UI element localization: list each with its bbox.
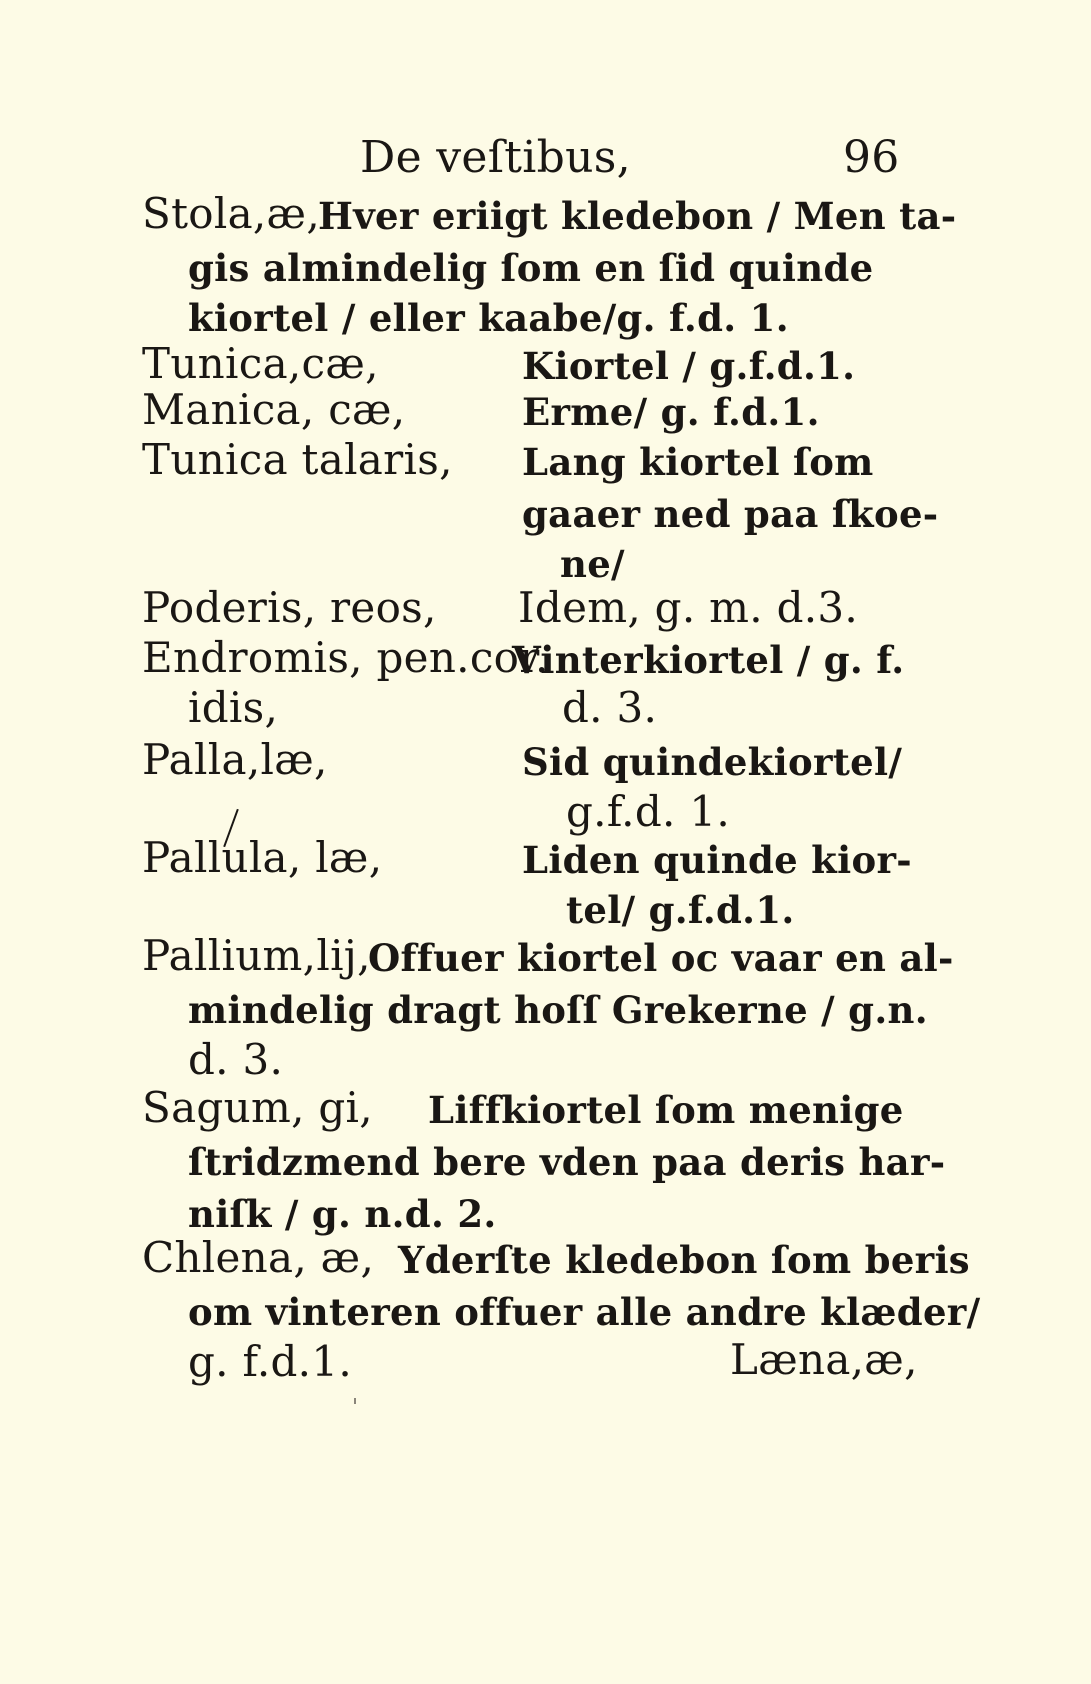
entry-palla-danish-2: g.f.d. 1. <box>566 787 730 836</box>
entry-pallula-danish-1: Liden quinde kior- <box>522 838 912 882</box>
entry-pallium-latin: Pallium,lij, <box>142 931 371 980</box>
entry-talaris-danish-3: ne/ <box>560 542 625 586</box>
entry-pallium-danish-3: d. 3. <box>188 1035 284 1084</box>
entry-stola-danish: Hver eriigt kledebon / Men ta- <box>318 194 957 238</box>
entry-endromis-danish-2: d. 3. <box>562 683 658 732</box>
entry-palla-danish-1: Sid quindekiortel/ <box>522 740 903 784</box>
catchword: Læna,æ, <box>730 1335 918 1384</box>
entry-talaris-latin: Tunica talaris, <box>142 435 453 484</box>
paper-speck <box>354 1398 356 1404</box>
entry-pallula-danish-2: tel/ g.f.d.1. <box>566 888 795 932</box>
entry-manica-danish: Erme/ g. f.d.1. <box>522 390 820 434</box>
entry-endromis-latin-2: idis, <box>188 683 279 732</box>
entry-stola-danish-2: gis almindelig ſom en ſid quinde <box>188 246 874 290</box>
entry-manica-latin: Manica, cæ, <box>142 385 406 434</box>
entry-sagum-danish-3: niſk / g. n.d. 2. <box>188 1192 497 1236</box>
entry-pallula-latin: Pallula, læ, <box>142 833 383 882</box>
entry-sagum-latin: Sagum, gi, <box>142 1083 373 1132</box>
entry-talaris-danish-1: Lang kiortel ſom <box>522 440 874 484</box>
entry-stola-latin: Stola,æ, <box>142 189 320 238</box>
entry-poderis-danish: Idem, g. m. d.3. <box>518 583 859 632</box>
entry-sagum-danish-1: Liffkiortel ſom menige <box>428 1088 904 1132</box>
entry-poderis-latin: Poderis, reos, <box>142 583 437 632</box>
running-header: De veſtibus, <box>360 132 631 183</box>
entry-pallium-danish-2: mindelig dragt hoſſ Grekerne / g.n. <box>188 988 928 1032</box>
entry-talaris-danish-2: gaaer ned paa ſkoe- <box>522 492 939 536</box>
entry-palla-latin: Palla,læ, <box>142 735 328 784</box>
page-number: 96 <box>843 132 900 183</box>
entry-sagum-danish-2: ſtridzmend bere vden paa deris har- <box>188 1140 946 1184</box>
entry-tunica-latin: Tunica,cæ, <box>142 339 379 388</box>
entry-endromis-danish-1: Vinterkiortel / g. f. <box>512 638 905 682</box>
entry-pallium-danish-1: Offuer kiortel oc vaar en al- <box>368 936 954 980</box>
entry-chlena-danish-2: om vinteren offuer alle andre klæder/ <box>188 1290 981 1334</box>
entry-stola-danish-3: kiortel / eller kaabe/g. f.d. 1. <box>188 296 789 340</box>
entry-chlena-danish-1: Yderſte kledebon ſom beris <box>398 1238 970 1282</box>
entry-endromis-latin-1: Endromis, pen.cor. <box>142 633 549 682</box>
entry-chlena-danish-3: g. f.d.1. <box>188 1337 352 1386</box>
entry-chlena-latin: Chlena, æ, <box>142 1233 375 1282</box>
entry-tunica-danish: Kiortel / g.f.d.1. <box>522 344 856 388</box>
